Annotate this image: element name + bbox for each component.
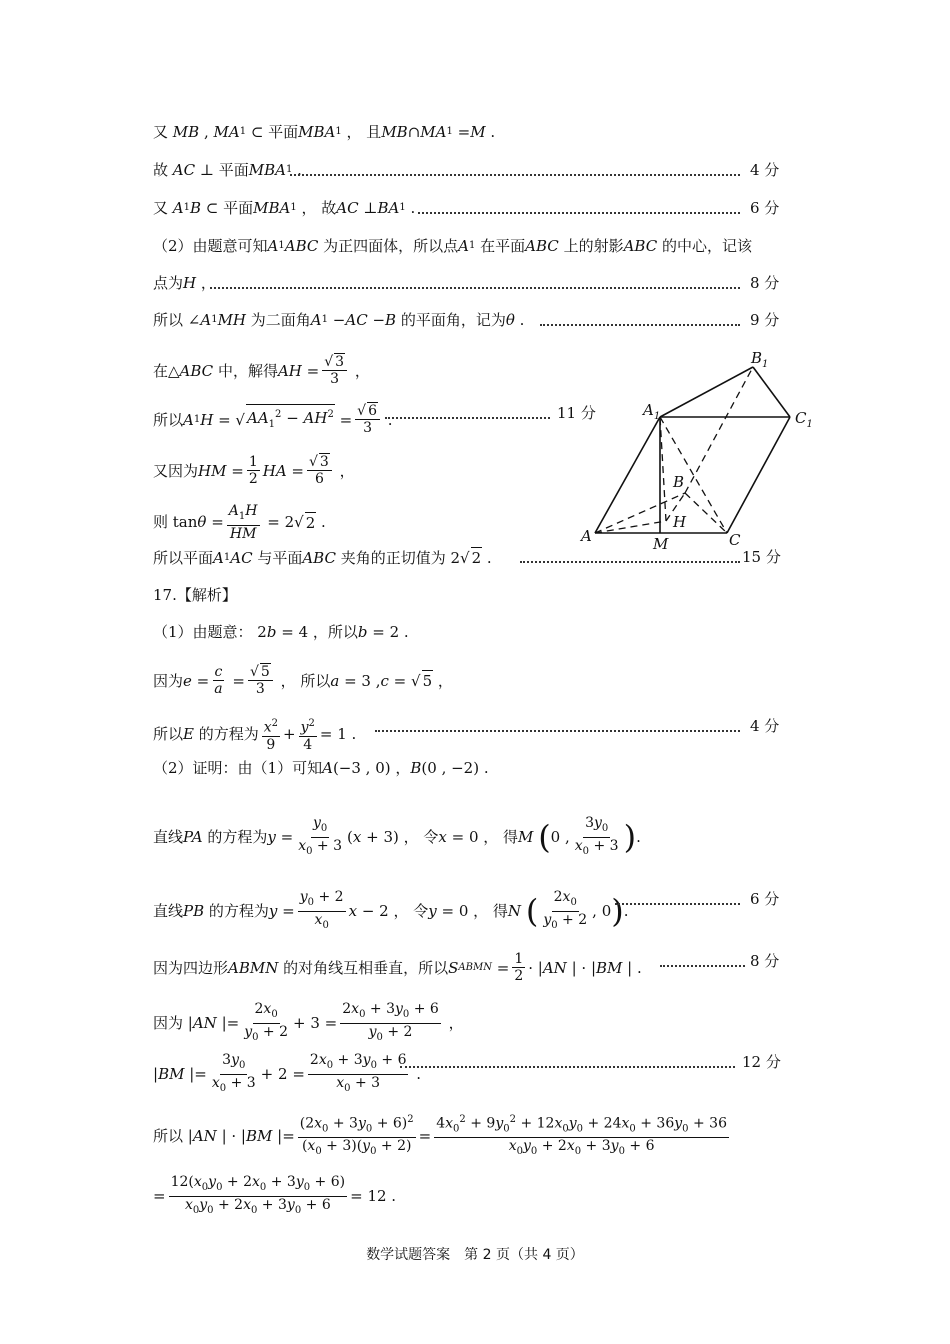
question-17-title: 17.【解析】 (153, 586, 237, 604)
line-part2-intro: （2）由题意可知 A 1 ABC 为正四面体，所以点 A 1 在平面 ABC 上的射影 ABC 的中心，记该 (153, 237, 752, 255)
score-label: 12 分 (742, 1053, 781, 1071)
line-point-h: 点为 H ， (153, 274, 216, 292)
line-hm: 又因为 HM = $\frac{1}{2}$ HA = $\frac{√ 3}{6}$ ， (153, 454, 355, 487)
score-label: 4 分 (750, 717, 780, 735)
dot-leader (520, 561, 740, 563)
line-bm: | BM |= $\frac{3y_0}{x_0 + 3}$ + 2 = $\frac{2x_0 + 3y_0 + 6}{x_0 + 3}$ . (153, 1052, 422, 1094)
score-label: 8 分 (750, 274, 780, 292)
svg-text:A1: $A_1$ (643, 401, 661, 422)
line-ac-perp-plane: 故 AC ⊥ 平面 MBA 1 . (153, 161, 302, 179)
score-label: 6 分 (750, 199, 780, 217)
svg-text:B: B (673, 473, 685, 491)
svg-text:B1: $B_1$ (751, 349, 769, 370)
prism-figure (575, 345, 825, 555)
dot-leader (615, 903, 740, 905)
score-label: 6 分 (750, 890, 780, 908)
dot-leader (385, 417, 550, 419)
line-a1h: 所以 A 1 H = √ $AA_1^2 - AH^2$ = $\frac{√ 6}{3}$ . (153, 403, 393, 436)
dot-leader (540, 324, 740, 326)
svg-text:C: C (729, 531, 741, 549)
line-part1: （1）由题意： 2 b = 4 ，所以 b = 2 . (153, 623, 409, 641)
line-tan: 则 tan θ = $\frac{A_1H}{HM}$ = 2√ 2 . (153, 503, 326, 542)
svg-text:H: H (673, 513, 687, 531)
line-part2-proof: （2）证明：由（1）可知 A (−3 , 0) ， B (0 , −2) . (153, 759, 489, 777)
line-pa: 直线 PA 的方程为 y = $\frac{y_0}{x_0 + 3}$ ( x + 3) ， 令 x = 0 ， 得 M ( 0 , $\frac{3y_0}{x_0 + 3}$ ) . (153, 815, 641, 857)
page-footer: 数学试题答案 第 2 页（共 4 页） (366, 1247, 584, 1263)
dot-leader (375, 730, 740, 732)
line-result-12: = $\frac{12(x_0y_0 + 2x_0 + 3y_0 + 6)}{x_0y_0 + 2x_0 + 3y_0 + 6}$ = 12 . (153, 1174, 397, 1216)
line-dihedral-angle: 所以 ∠ A 1 MH 为二面角 A 1 − AC − B 的平面角，记为 θ . (153, 311, 525, 329)
dot-leader (418, 212, 740, 214)
svg-text:M: M (653, 535, 669, 553)
svg-text:C1: $C_1$ (795, 409, 813, 430)
line-pb: 直线 PB 的方程为 y = $\frac{y_0 + 2}{x_0}$ x − 2 ， 令 y = 0 ， 得 N ( $\frac{2x_0}{y_0 + 2}$ , 0 ) . (153, 889, 629, 931)
score-label: 8 分 (750, 952, 780, 970)
line-ellipse-equation: 所以 E 的方程为 $\frac{x^2}{9}$ + $\frac{y^2}{4}$ = 1 . (153, 718, 357, 753)
line-tangent-result: 所以平面 A 1 AC 与平面 ABC 夹角的正切值为 2√ 2 . (153, 548, 492, 567)
score-label: 15 分 (742, 548, 781, 566)
line-area: 因为四边形 ABMN 的对角线互相垂直，所以 S ABMN = $\frac{1}{2}$ · | AN | · | BM | . (153, 951, 642, 984)
line-product: 所以 | AN | · | BM |= $\frac{(2x_0 + 3y_0 + 6)^2}{(x_0 + 3)(y_0 + 2)}$ = $\frac{4x_0^2 + 9y_0^2 + 12x_0y_0 + 24x_0 + 36y_0 + 36}{x_0y_0 + 2x_0 + 3y_0 + 6}$ (153, 1114, 727, 1158)
line-an: 因为 | AN |= $\frac{2x_0}{y_0 + 2}$ + 3 = $\frac{2x_0 + 3y_0 + 6}{y_0 + 2}$ ， (153, 1001, 464, 1043)
score-label: 4 分 (750, 161, 780, 179)
line-eccentricity: 因为 e = $\frac{c}{a}$ = $\frac{√ 5}{3}$ ， 所以 a = 3 , c = √ 5 ， (153, 664, 453, 697)
dot-leader (210, 287, 740, 289)
score-label: 11 分 (557, 404, 596, 422)
dot-leader (660, 965, 745, 967)
score-label: 9 分 (750, 311, 780, 329)
line-ah: 在△ ABC 中，解得 AH = $\frac{√ 3}{3}$ ， (153, 354, 370, 387)
svg-text:A: A (581, 527, 592, 545)
dot-leader (400, 1066, 735, 1068)
line-ac-perp-ba1: 又 A 1 B ⊂ 平面 MBA 1 ， 故 AC ⊥ BA 1 . (153, 199, 416, 217)
line-condition: 又 MB , MA 1 ⊂ 平面 MBA 1 ， 且 MB ∩ MA 1 = M . (153, 123, 496, 141)
dot-leader (290, 174, 740, 176)
